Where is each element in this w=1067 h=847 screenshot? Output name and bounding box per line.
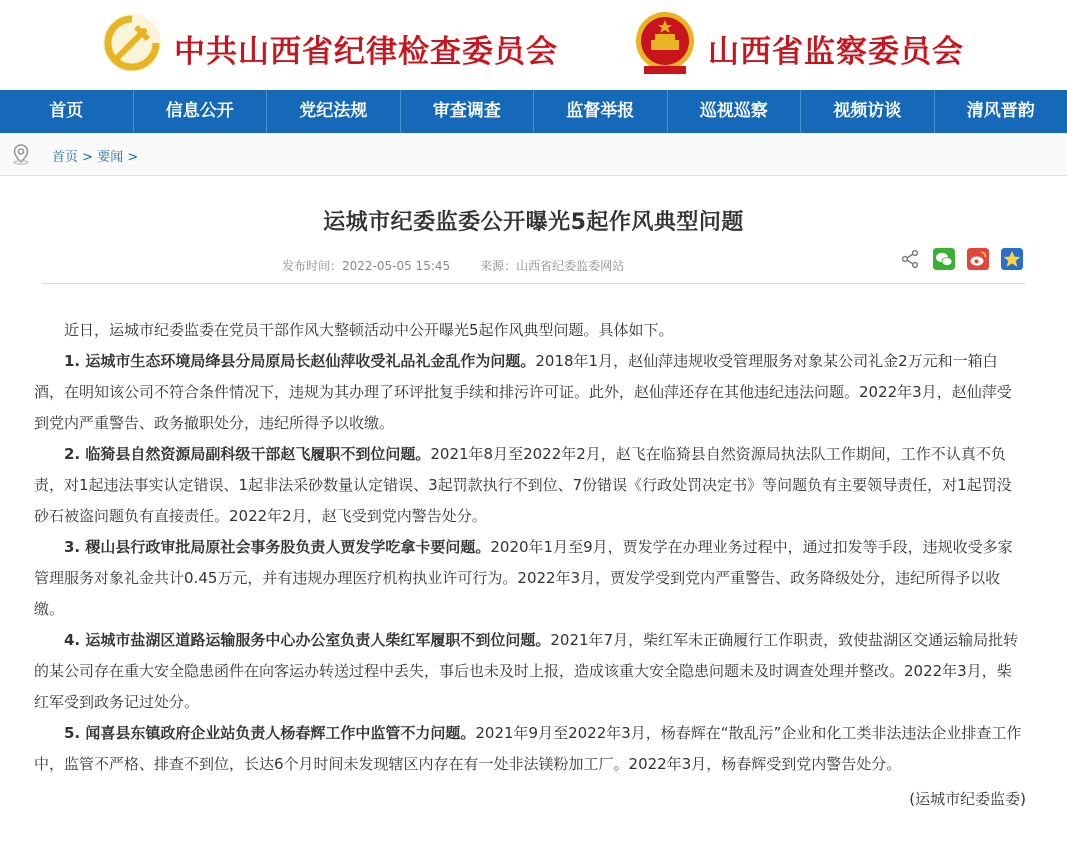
nav-item-video-interview[interactable]: 视频访谈 xyxy=(801,90,935,133)
wechat-icon[interactable] xyxy=(933,248,955,270)
case-body: 2020年1月至9月，贾发学在办理业务过程中，通过扣发等手段，违规收受多家管理服务对象礼金共计0.45万元，并有违规办理医疗机构执业许可行为。2022年3月，贾发学受到党内严重警告、政务降级处分，违纪所得予以收缴。 xyxy=(34,538,1013,618)
party-emblem-icon xyxy=(102,13,162,73)
case-paragraph xyxy=(34,346,1026,439)
article-meta xyxy=(282,257,654,274)
case-body: 2021年7月，柴红军未正确履行工作职责，致使盐湖区交通运输局批转的某公司存在重大安全隐患函件在向客运办转送过程中丢失，事后也未及时上报，造成该重大安全隐患问题未及时调查处理并整改。2022年3月，柴红军受到政务记过处分。 xyxy=(34,631,1019,711)
case-heading: 3. 稷山县行政审批局原社会事务股负责人贾发学吃拿卡要问题。 xyxy=(64,538,491,556)
case-heading: 5. 闻喜县东镇政府企业站负责人杨春辉工作中监管不力问题。 xyxy=(64,724,476,742)
case-paragraph xyxy=(34,439,1026,532)
case-body: 2021年9月至2022年3月，杨春辉在“散乱污”企业和化工类非法违法企业排查工作中，监管不严格、排查不到位，长达6个月时间未发现辖区内存在有一处非法镁粉加工厂。2022年3月，杨春辉受到党内警告处分。 xyxy=(34,724,1022,773)
case-body: 2021年8月至2022年2月，赵飞在临猗县自然资源局执法队工作期间，工作不认真不负责，对1起违法事实认定错误、1起非法采砂数量认定错误、3起罚款执行不到位、7份错误《行政处罚决定书》等问题负有主要领导责任，对1起罚没砂石被盗问题负有直接责任。2022年2月，赵飞受到党内警告处分。 xyxy=(34,445,1012,525)
article-source: 来源：山西省纪委监委网站 xyxy=(480,259,625,273)
main-nav xyxy=(0,90,1067,133)
breadcrumb-separator: > xyxy=(78,150,98,165)
breadcrumb xyxy=(0,133,1067,176)
share-bar xyxy=(899,248,1023,270)
qzone-icon[interactable] xyxy=(1001,248,1023,270)
intro-paragraph: 近日，运城市纪委监委在党员干部作风大整顿活动中公开曝光5起作风典型问题。具体如下。 xyxy=(64,321,674,339)
national-emblem-icon xyxy=(634,10,696,76)
case-paragraph xyxy=(34,625,1026,718)
share-icon[interactable] xyxy=(899,248,921,270)
case-paragraph xyxy=(34,532,1026,625)
case-heading: 2. 临猗县自然资源局副科级干部赵飞履职不到位问题。 xyxy=(64,445,431,463)
nav-item-info-disclosure[interactable]: 信息公开 xyxy=(134,90,268,133)
article-body xyxy=(34,315,1026,815)
location-pin-icon xyxy=(10,143,32,165)
case-body: 2018年1月，赵仙萍违规收受管理服务对象某公司礼金2万元和一箱白酒，在明知该公司不符合条件情况下，违规为其办理了环评批复手续和排污许可证。此外，赵仙萍还存在其他违纪违法问题。2022年3月，赵仙萍受到党内严重警告、政务撤职处分，违纪所得予以收缴。 xyxy=(34,352,1012,432)
article-signature: (运城市纪委监委) xyxy=(909,790,1026,808)
title-divider xyxy=(42,283,1025,284)
site-header xyxy=(0,0,1067,90)
article-title: 运城市纪委监委公开曝光5起作风典型问题 xyxy=(323,210,744,235)
case-heading: 4. 运城市盐湖区道路运输服务中心办公室负责人柴红军履职不到位问题。 xyxy=(64,631,551,649)
supervision-commission-title[interactable]: 山西省监察委员会 xyxy=(708,34,964,70)
nav-item-party-rules[interactable]: 党纪法规 xyxy=(267,90,401,133)
nav-item-home[interactable]: 首页 xyxy=(0,90,134,133)
nav-item-report[interactable]: 监督举报 xyxy=(534,90,668,133)
breadcrumb-news-link[interactable]: 要闻 xyxy=(97,150,124,165)
nav-item-inspection[interactable]: 巡视巡察 xyxy=(668,90,802,133)
breadcrumb-separator: > xyxy=(123,150,139,165)
party-commission-title[interactable]: 中共山西省纪律检查委员会 xyxy=(174,34,558,70)
nav-item-investigation[interactable]: 审查调查 xyxy=(401,90,535,133)
case-paragraph xyxy=(34,718,1026,780)
nav-item-clean-culture[interactable]: 清风晋韵 xyxy=(966,101,1035,121)
breadcrumb-home-link[interactable]: 首页 xyxy=(52,150,79,165)
case-heading: 1. 运城市生态环境局绛县分局原局长赵仙萍收受礼品礼金乱作为问题。 xyxy=(64,352,536,370)
weibo-icon[interactable] xyxy=(967,248,989,270)
publish-time: 发布时间：2022-05-05 15:45 xyxy=(282,259,451,273)
